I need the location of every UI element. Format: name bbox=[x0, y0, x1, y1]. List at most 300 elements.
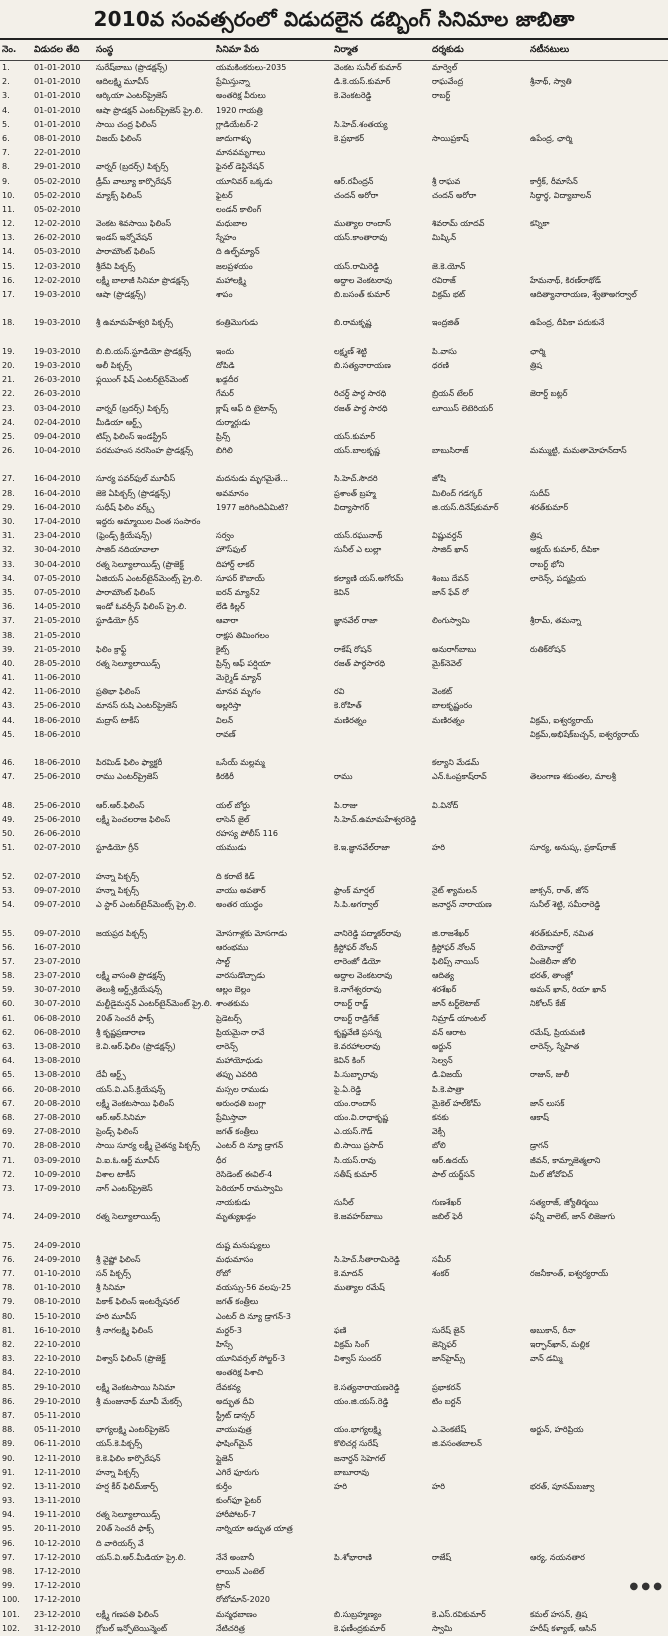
cell-release-date: 01-01-2010 bbox=[34, 119, 81, 129]
table-row bbox=[0, 1452, 668, 1466]
cell-company: విశ్వాస్ ఫిలింస్ (ప్రొజెక్ట్ bbox=[96, 1354, 166, 1364]
cell-release-date: 02-07-2010 bbox=[34, 871, 81, 881]
cell-producer: రజత్ పార్థసారధి bbox=[334, 658, 385, 668]
table-row bbox=[0, 1012, 668, 1026]
cell-company: లక్ష్మీ పెంచలరాజ ఫిలింస్ bbox=[96, 815, 171, 825]
cell-number: 2. bbox=[2, 77, 10, 87]
table-row bbox=[0, 1466, 668, 1480]
cell-number: 62. bbox=[2, 1027, 15, 1037]
cell-film-name: స్నేహం bbox=[216, 233, 237, 243]
cell-director bbox=[430, 1466, 528, 1480]
cell-producer: బాబూరావు bbox=[334, 1467, 370, 1477]
cell-film-name: యముడు bbox=[216, 843, 247, 853]
cell-number: 83. bbox=[2, 1354, 15, 1364]
cell-film-name: సర్వం bbox=[216, 531, 234, 541]
cell-film-name: ఎంటర్ ది న్యూ డ్రాగన్-3 bbox=[216, 1311, 291, 1321]
cell-cast: హేమనాథ్, కిరణ్‌రాథోడ్ bbox=[530, 275, 601, 285]
cell-number: 42. bbox=[2, 687, 15, 697]
cell-company bbox=[94, 671, 214, 685]
cell-director bbox=[430, 1295, 528, 1309]
cell-release-date: 28-05-2010 bbox=[34, 658, 81, 668]
cell-release-date: 19-03-2010 bbox=[34, 346, 81, 356]
cell-film-name: సూపర్ కౌబాయ్ bbox=[216, 573, 265, 583]
cell-producer: లక్ష్మణ్ శెట్టి bbox=[334, 346, 367, 356]
cell-company: లక్ష్మీ బాలాజీ సినిమా ప్రొడక్షన్స్ bbox=[96, 275, 189, 285]
cell-film-name: రాక్షస తిమింగలం bbox=[216, 630, 269, 640]
cell-director bbox=[430, 558, 528, 572]
cell-film-name: జగత్ కంత్రీలు bbox=[216, 1127, 259, 1137]
cell-company bbox=[94, 1579, 214, 1593]
cell-number: 57. bbox=[2, 956, 15, 966]
cell-director: మిష్కిన్ bbox=[432, 233, 457, 243]
cell-number: 81. bbox=[2, 1325, 15, 1335]
table-row bbox=[0, 1182, 668, 1196]
table-row bbox=[0, 175, 668, 189]
cell-number: 80. bbox=[2, 1311, 15, 1321]
cell-film-name: రోబోమాన్-2020 bbox=[216, 1595, 270, 1605]
cell-cast bbox=[528, 373, 668, 387]
cell-director: బోలి bbox=[432, 1141, 446, 1151]
cell-film-name: లండన్ కాలింగ్ bbox=[216, 204, 262, 214]
cell-release-date: 25-06-2010 bbox=[34, 701, 81, 711]
cell-number: 95. bbox=[2, 1524, 15, 1534]
table-row bbox=[0, 515, 668, 529]
cell-company: ఆర్కియా ఎంటర్‌ప్రైజెస్ bbox=[96, 91, 168, 101]
table-row bbox=[0, 1026, 668, 1040]
cell-release-date: 10-09-2010 bbox=[34, 1169, 81, 1179]
cell-company bbox=[94, 1494, 214, 1508]
cell-number: 87. bbox=[2, 1410, 15, 1420]
table-row bbox=[0, 1281, 668, 1295]
cell-release-date: 10-04-2010 bbox=[34, 446, 81, 456]
cell-release-date: 24-09-2010 bbox=[34, 1212, 81, 1222]
cell-company: ఫ్లయింగ్ ఫిష్ ఎంటర్‌టైన్‌మెంట్ bbox=[96, 375, 189, 385]
cell-producer bbox=[332, 515, 430, 529]
table-row bbox=[0, 841, 668, 869]
cell-cast: లారెన్స్, స్నేహిత bbox=[530, 1042, 580, 1052]
cell-cast: శరత్‌కుమార్, నమిత bbox=[530, 928, 594, 938]
cell-film-name: ఖడ్గదీర bbox=[216, 375, 239, 385]
cell-director: లూయిస్ లెటెరియర్ bbox=[432, 403, 494, 413]
cell-producer: లారెంజో డియో bbox=[334, 956, 381, 966]
cell-release-date: 17-12-2010 bbox=[34, 1581, 81, 1591]
cell-director bbox=[430, 430, 528, 444]
cell-film-name: మోసగాళ్లకు మోసగాడు bbox=[216, 928, 287, 938]
cell-producer: యస్.కాంతారావు bbox=[334, 233, 388, 243]
cell-company bbox=[94, 1338, 214, 1352]
cell-producer bbox=[332, 416, 430, 430]
cell-release-date: 21-05-2010 bbox=[34, 630, 81, 640]
cell-release-date: 18-06-2010 bbox=[34, 758, 81, 768]
cell-producer bbox=[332, 160, 430, 174]
cell-release-date: 14-05-2010 bbox=[34, 602, 81, 612]
cell-director: మైకెల్ హల్‌కోమ్ bbox=[432, 1098, 481, 1108]
cell-producer bbox=[332, 1565, 430, 1579]
table-row bbox=[0, 104, 668, 118]
cell-film-name: రోబో bbox=[216, 1269, 231, 1279]
cell-number: 45. bbox=[2, 729, 15, 739]
cell-company: ఆర్.ఆర్.ఫిలింస్ bbox=[96, 800, 145, 810]
cell-number: 60. bbox=[2, 999, 15, 1009]
cell-director: సమీర్ bbox=[432, 1254, 451, 1264]
cell-cast bbox=[528, 1295, 668, 1309]
cell-director: మణిరత్నం bbox=[432, 715, 465, 725]
cell-film-name: వాయు అవతార్ bbox=[216, 885, 266, 895]
cell-number: 91. bbox=[2, 1467, 15, 1477]
cell-film-name: మానవమృగాలు bbox=[216, 148, 266, 158]
cell-company: శ్రీ మంజునాథ్ మూవీ మేకర్స్ bbox=[96, 1396, 182, 1406]
table-row bbox=[0, 1409, 668, 1423]
cell-director: జె.కె.యోన్ bbox=[432, 261, 466, 271]
table-row bbox=[0, 643, 668, 657]
cell-cast bbox=[528, 1012, 668, 1026]
cell-release-date: 15-10-2010 bbox=[34, 1311, 81, 1321]
cell-cast: ఏంజెలీనా జోలి bbox=[530, 956, 577, 966]
cell-release-date: 05-02-2010 bbox=[34, 204, 81, 214]
cell-director bbox=[430, 160, 528, 174]
cell-release-date: 20-11-2010 bbox=[34, 1524, 81, 1534]
cell-company: శ్రీ సినిమా bbox=[96, 1283, 126, 1293]
table-row bbox=[0, 345, 668, 359]
cell-cast bbox=[528, 1537, 668, 1551]
cell-director bbox=[430, 515, 528, 529]
cell-director: శరశేఖర్ bbox=[432, 985, 457, 995]
cell-release-date: 29-01-2010 bbox=[34, 162, 81, 172]
cell-number: 53. bbox=[2, 885, 15, 895]
cell-director: విష్ణువర్దన్ bbox=[432, 531, 463, 541]
cell-release-date: 20-08-2010 bbox=[34, 1084, 81, 1094]
cell-film-name: ఆవారా bbox=[216, 616, 239, 626]
cell-cast bbox=[528, 104, 668, 118]
cell-director: జి.వసంతబాలన్ bbox=[432, 1439, 482, 1449]
table-row bbox=[0, 1267, 668, 1281]
cell-company: కె.వి.ఆర్.ఫిలిం (ప్రొడక్షన్స్) bbox=[96, 1042, 176, 1052]
cell-release-date: 12-02-2010 bbox=[34, 219, 81, 229]
cell-film-name: జలప్రళయం bbox=[216, 261, 253, 271]
cell-number: 17. bbox=[2, 290, 15, 299]
table-row bbox=[0, 416, 668, 430]
table-row bbox=[0, 827, 668, 841]
cell-release-date: 01-01-2010 bbox=[34, 105, 81, 115]
cell-number: 23. bbox=[2, 403, 15, 413]
header-company: సంస్థ bbox=[96, 45, 114, 55]
cell-number: 26. bbox=[2, 446, 15, 456]
cell-cast bbox=[528, 146, 668, 160]
cell-director: డి.విజయ్ bbox=[432, 1070, 463, 1080]
cell-director bbox=[430, 1310, 528, 1324]
cell-number: 10. bbox=[2, 190, 15, 200]
cell-release-date: 05-11-2010 bbox=[34, 1410, 81, 1420]
cell-film-name: వాయువుత్ర bbox=[216, 1425, 252, 1435]
cell-number: 56. bbox=[2, 942, 15, 952]
table-row bbox=[0, 118, 668, 132]
cell-cast bbox=[528, 1494, 668, 1508]
table-row bbox=[0, 927, 668, 941]
cell-company: వార్నర్ (బ్రదర్స్) పిక్చర్స్ bbox=[96, 403, 169, 413]
cell-number: 59. bbox=[2, 985, 15, 995]
cell-cast: త్రిష bbox=[530, 360, 542, 370]
cell-director bbox=[430, 1522, 528, 1536]
cell-producer bbox=[332, 1409, 430, 1423]
cell-release-date: 08-01-2010 bbox=[34, 133, 81, 143]
cell-director bbox=[430, 1593, 528, 1607]
cell-producer: ఫ్రాంక్ మార్షల్ bbox=[334, 885, 375, 895]
cell-number: 64. bbox=[2, 1056, 15, 1066]
cell-producer: డి.కె.యస్.కుమార్ bbox=[334, 77, 391, 87]
cell-director: జనార్దన్ నారాయణ bbox=[432, 900, 492, 910]
cell-number: 86. bbox=[2, 1396, 15, 1406]
cell-film-name: మహాయోధుడు bbox=[216, 1056, 263, 1066]
cell-cast: మిల్ జోవోవిచ్ bbox=[530, 1169, 574, 1179]
cell-cast: రాబర్ట్ భోని bbox=[530, 559, 565, 569]
cell-film-name: హారీపోటర్-7 bbox=[216, 1510, 257, 1520]
cell-number: 6. bbox=[2, 133, 10, 143]
cell-film-name: యమకింకరులు-2035 bbox=[216, 63, 287, 72]
cell-number: 63. bbox=[2, 1042, 15, 1052]
cell-director: ఆర్.ఉదయ్ bbox=[432, 1155, 468, 1165]
cell-release-date: 22-10-2010 bbox=[34, 1368, 81, 1378]
cell-producer: కెవిన్ కింగ్ bbox=[334, 1056, 365, 1066]
cell-director bbox=[430, 600, 528, 614]
cell-film-name: ప్రెడెటర్స్ bbox=[216, 1013, 242, 1023]
cell-film-name: కుర్తీం bbox=[216, 1481, 232, 1491]
cell-number: 16. bbox=[2, 275, 15, 285]
cell-director bbox=[430, 146, 528, 160]
cell-release-date: 22-01-2010 bbox=[34, 148, 81, 158]
cell-company: సన్ పిక్చర్స్ bbox=[96, 1269, 131, 1279]
cell-producer: సి.హెచ్.సౌదరి bbox=[334, 474, 378, 484]
cell-company: ఫిలిం క్రాఫ్ట్ bbox=[96, 644, 127, 654]
cell-number: 73. bbox=[2, 1183, 15, 1193]
table-row bbox=[0, 1068, 668, 1082]
cell-director bbox=[430, 1452, 528, 1466]
cell-director: మిలింద్ గడగ్కర్ bbox=[432, 488, 483, 498]
cell-company bbox=[94, 387, 214, 401]
cell-cast: నికోలస్ కేజ్ bbox=[530, 999, 566, 1009]
cell-film-name: జగత్ కంత్రీలు bbox=[216, 1297, 259, 1307]
cell-release-date: 22-10-2010 bbox=[34, 1340, 81, 1349]
cell-company: ఇండో ఓవర్సీస్ ఫిలింస్ ప్రై.లి. bbox=[96, 602, 187, 612]
cell-release-date: 05-02-2010 bbox=[34, 190, 81, 200]
cell-company: ఇద్దరు అమ్మాయిల వింత సంసారం bbox=[96, 517, 201, 527]
cell-number: 22. bbox=[2, 389, 15, 399]
table-row bbox=[0, 387, 668, 401]
cell-release-date: 18-06-2010 bbox=[34, 729, 81, 739]
cell-company: మానస్ రుషి ఎంటర్‌ప్రైజెస్ bbox=[96, 701, 178, 711]
table-row bbox=[0, 1608, 668, 1622]
cell-number: 38. bbox=[2, 630, 15, 640]
cell-company bbox=[94, 955, 214, 969]
cell-number: 85. bbox=[2, 1382, 15, 1392]
table-row bbox=[0, 288, 668, 316]
cell-producer: పి.రాజు bbox=[334, 800, 358, 810]
table-row bbox=[0, 1083, 668, 1097]
cell-producer: కె.వెంకటరెడ్డి bbox=[334, 91, 372, 101]
cell-release-date: 19-03-2010 bbox=[34, 290, 81, 299]
cell-number: 76. bbox=[2, 1254, 15, 1264]
cell-company: విశాల టాకీస్ bbox=[96, 1169, 136, 1179]
cell-number: 35. bbox=[2, 587, 15, 597]
cell-producer: యస్.బాలకృష్ణ bbox=[334, 446, 380, 456]
cell-number: 19. bbox=[2, 346, 15, 356]
cell-company: అలీ పిక్చర్స్ bbox=[96, 360, 132, 370]
cell-cast: శ్రీనాథ్, స్వాతి bbox=[530, 77, 572, 87]
cell-director: స్వామి bbox=[432, 1623, 453, 1633]
cell-director bbox=[430, 1182, 528, 1196]
cell-cast: రుతిక్‌రోషన్ bbox=[530, 644, 566, 654]
cell-director bbox=[430, 1565, 528, 1579]
table-row bbox=[0, 756, 668, 770]
cell-producer: కె.జవహర్‌బాబు bbox=[334, 1212, 383, 1222]
cell-producer bbox=[332, 671, 430, 685]
cell-producer: విశ్వాస్ సుందర్ bbox=[334, 1354, 382, 1364]
cell-producer bbox=[332, 1579, 430, 1593]
cell-film-name: మర్డర్-3 bbox=[216, 1325, 242, 1335]
cell-release-date: 21-05-2010 bbox=[34, 616, 81, 626]
table-row bbox=[0, 1253, 668, 1267]
cell-cast: కన్నికా bbox=[530, 219, 550, 229]
cell-release-date: 08-10-2010 bbox=[34, 1297, 81, 1307]
cell-producer: పై.ఏ.రెడ్డి bbox=[334, 1084, 362, 1094]
cell-company: రత్న సెల్యూలాయిడ్స్ bbox=[96, 658, 160, 668]
cell-director: కె.ఎస్.రవికుమార్ bbox=[432, 1609, 486, 1619]
cell-number: 41. bbox=[2, 673, 15, 683]
cell-cast bbox=[528, 600, 668, 614]
cell-company bbox=[94, 1239, 214, 1253]
cell-number: 102. bbox=[2, 1623, 20, 1633]
cell-film-name: నార్నియా అద్భుత యాత్ర bbox=[216, 1524, 293, 1534]
cell-film-name: నేనే అంబానీ bbox=[216, 1552, 255, 1562]
table-row bbox=[0, 189, 668, 203]
cell-number: 18. bbox=[2, 318, 15, 328]
cell-director bbox=[430, 671, 528, 685]
cell-cast bbox=[528, 1310, 668, 1324]
cell-company: సాయి సూర్య లక్ష్మీ చైతన్య పిక్చర్స్ bbox=[96, 1141, 200, 1151]
cell-company bbox=[94, 827, 214, 841]
cell-company: 20త్ సెంచరీ ఫాక్స్ bbox=[96, 1524, 154, 1534]
cell-cast: ఆకాష్ bbox=[530, 1112, 549, 1122]
cell-cast bbox=[528, 1125, 668, 1139]
cell-film-name: కిరకిరీ bbox=[216, 772, 234, 782]
cell-producer: పి.సుబ్బారావు bbox=[334, 1070, 378, 1080]
cell-producer: బి.సాయి ప్రసాద్ bbox=[334, 1141, 384, 1151]
cell-cast: మమ్ముట్టి, మమతామోహన్‌దాస్ bbox=[530, 446, 627, 456]
cell-number: 46. bbox=[2, 758, 15, 768]
cell-cast bbox=[528, 671, 668, 685]
cell-cast bbox=[528, 629, 668, 643]
cell-release-date: 20-08-2010 bbox=[34, 1098, 81, 1108]
table-row bbox=[0, 1324, 668, 1338]
cell-film-name: ప్లైజెన్ bbox=[216, 1453, 234, 1463]
cell-release-date: 16-04-2010 bbox=[34, 502, 81, 512]
cell-producer: యం.వి.రాధాకృష్ణ bbox=[334, 1112, 389, 1122]
cell-number: 69. bbox=[2, 1127, 15, 1137]
cell-producer bbox=[332, 1494, 430, 1508]
cell-number: 48. bbox=[2, 800, 15, 810]
cell-release-date: 17-04-2010 bbox=[34, 517, 81, 527]
cell-release-date: 01-01-2010 bbox=[34, 63, 81, 72]
cell-cast bbox=[528, 827, 668, 841]
cell-film-name: ప్రేమిస్తావా bbox=[216, 1112, 247, 1122]
table-row bbox=[0, 359, 668, 373]
table-row bbox=[0, 61, 668, 75]
cell-director bbox=[430, 629, 528, 643]
header-director: దర్శకుడు bbox=[432, 45, 464, 55]
table-row bbox=[0, 600, 668, 614]
cell-producer: బి.రామకృష్ణ bbox=[334, 318, 372, 328]
cell-cast bbox=[528, 515, 668, 529]
cell-director: అర్జున్ bbox=[432, 1042, 452, 1052]
cell-cast: ఇర్ఫాన్‌ఖాన్, మల్లిక bbox=[530, 1340, 590, 1349]
cell-number: 37. bbox=[2, 616, 15, 626]
cell-director bbox=[430, 813, 528, 827]
cell-company: ఆషా ప్రొడక్షన్ ఎంటర్‌ప్రైజెస్ ప్రై.లి. bbox=[96, 105, 204, 115]
cell-number: 49. bbox=[2, 815, 15, 825]
cell-company: శ్రీ కృష్ణప్రణారాణ bbox=[96, 1027, 146, 1037]
cell-company: సూర్య పవర్‌ఫుల్ మూవీస్ bbox=[96, 474, 176, 484]
cell-director: జోషి bbox=[432, 474, 446, 484]
table-row bbox=[0, 1338, 668, 1352]
table-row bbox=[0, 1097, 668, 1111]
cell-company: మద్రాస్ టాకీస్ bbox=[96, 715, 140, 725]
cell-cast bbox=[528, 799, 668, 813]
cell-film-name: ట్రాన్ bbox=[216, 1581, 231, 1591]
cell-director: ఫిలిప్స్ నాయిస్ bbox=[432, 956, 479, 966]
cell-film-name: విలన్ bbox=[216, 715, 233, 725]
cell-film-name: ప్రిన్స్ ఆఫ్ పర్షియా bbox=[216, 658, 271, 668]
cell-film-name: అద్భుత దీవి bbox=[216, 1396, 254, 1406]
cell-number: 77. bbox=[2, 1269, 15, 1279]
cell-number: 67. bbox=[2, 1098, 15, 1108]
cell-cast: జెరార్డ్ బట్లర్ bbox=[530, 389, 568, 399]
cell-film-name: జాదుగాళ్ళు bbox=[216, 133, 252, 143]
cell-producer: వెంకట సునీల్ కుమార్ bbox=[334, 63, 402, 72]
cell-number bbox=[0, 1196, 32, 1210]
cell-release-date: 23-04-2010 bbox=[34, 531, 81, 541]
table-row bbox=[0, 487, 668, 501]
cell-director: జాన్‌హైమ్స్ bbox=[432, 1354, 466, 1364]
cell-director: ధరణి bbox=[432, 360, 449, 370]
cell-release-date: 09-07-2010 bbox=[34, 900, 81, 910]
table-row bbox=[0, 1111, 668, 1125]
cell-number: 89. bbox=[2, 1439, 15, 1449]
cell-producer bbox=[332, 1239, 430, 1253]
table-row bbox=[0, 614, 668, 628]
cell-release-date: 29-10-2010 bbox=[34, 1396, 81, 1406]
cell-producer bbox=[332, 1593, 430, 1607]
cell-film-name: స్ట్రీట్ డాన్సర్ bbox=[216, 1410, 255, 1420]
cell-film-name: రావణ్ bbox=[216, 729, 236, 739]
table-row bbox=[0, 1239, 668, 1253]
cell-film-name: 1920 గాయత్రి bbox=[216, 105, 263, 115]
cell-director bbox=[430, 1494, 528, 1508]
cell-number: 100. bbox=[2, 1595, 20, 1605]
cell-producer: జనార్దన్ సెహెగల్ bbox=[334, 1453, 386, 1463]
cell-cast: ఆర్య, నయనతార bbox=[530, 1552, 585, 1562]
cell-cast bbox=[528, 1452, 668, 1466]
cell-film-name: రహస్య పోలీస్ 116 bbox=[216, 829, 278, 839]
cell-release-date: 17-12-2010 bbox=[34, 1567, 81, 1576]
table-row bbox=[0, 472, 668, 486]
cell-cast bbox=[528, 231, 668, 245]
header-number: నెం. bbox=[2, 45, 17, 55]
cell-producer: బి.బసంత్ కుమార్ bbox=[334, 290, 390, 299]
cell-company: రత్న సెల్యూలాయిడ్స్ (ప్రొజెక్ట్ bbox=[96, 559, 184, 569]
cell-number: 32. bbox=[2, 545, 15, 555]
cell-company: తెలుశ్రీ ఆర్ట్స్‌క్రియేషన్స్ bbox=[96, 985, 163, 995]
cell-film-name: అల్లరిస్తా bbox=[216, 701, 242, 711]
cell-film-name: మదనుడు మృగమైతే... bbox=[216, 474, 289, 484]
